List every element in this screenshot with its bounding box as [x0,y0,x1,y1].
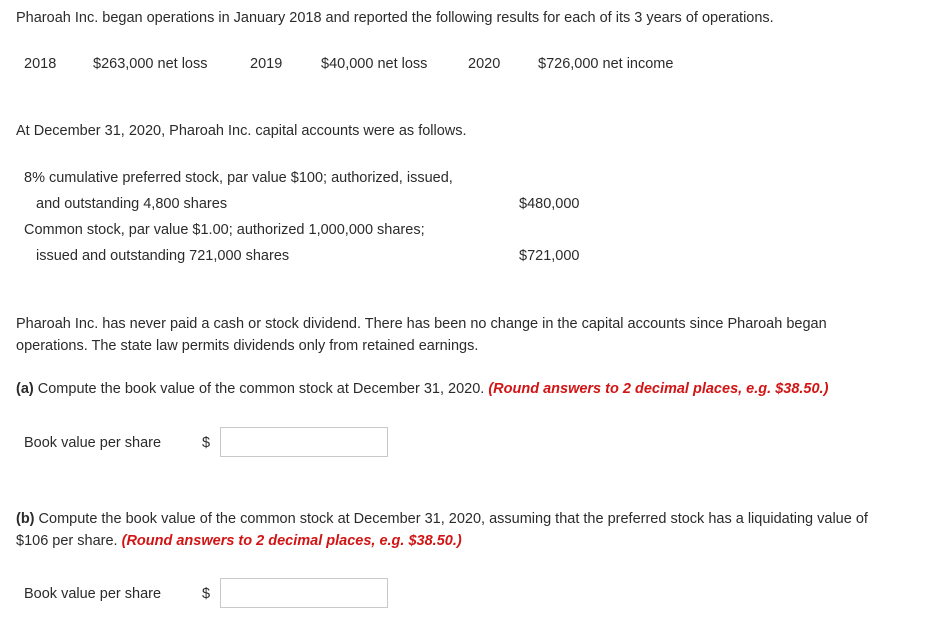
part-b-text-line1: Compute the book value of the common stock at December 31, 2020, assuming that the preferred stock has a liquidating value of [34,511,868,527]
part-a-label: (a) [16,381,34,397]
part-b-instruction: (Round answers to 2 decimal places, e.g. $38.50.) [121,533,462,549]
intro-text: Pharoah Inc. began operations in January 2018 and reported the following results for each of its 3 years of operations. [16,10,774,26]
part-a-currency: $ [202,435,211,451]
result-year-2019: 2019 [250,56,283,72]
part-a-field-label: Book value per share [24,435,162,451]
preferred-line1: 8% cumulative preferred stock, par value $100; authorized, issued, [24,170,453,186]
result-year-2020: 2020 [468,56,501,72]
common-line2: issued and outstanding 721,000 shares [36,248,290,264]
note-line2: operations. The state law permits dividends only from retained earnings. [16,338,479,354]
part-b-label: (b) [16,511,35,527]
result-year-2018: 2018 [24,56,57,72]
common-amount: $721,000 [519,248,580,264]
part-b-question-line2 [16,532,462,550]
part-b-text-line2: $106 per share. [16,533,122,549]
part-b-currency: $ [202,586,211,602]
result-value-2018: $263,000 net loss [93,56,208,72]
part-a-text: Compute the book value of the common stock at December 31, 2020. [33,381,489,397]
part-b-book-value-input[interactable] [220,578,388,608]
part-a-book-value-input[interactable] [220,427,388,457]
common-line1: Common stock, par value $1.00; authorized 1,000,000 shares; [24,222,425,238]
preferred-line2: and outstanding 4,800 shares [36,196,228,212]
part-b-field-label: Book value per share [24,586,162,602]
note-line1: Pharoah Inc. has never paid a cash or stock dividend. There has been no change in the capital accounts since Pharoah began [16,316,827,332]
preferred-amount: $480,000 [519,196,580,212]
result-value-2020: $726,000 net income [538,56,674,72]
part-b-question-line1 [16,510,868,528]
capital-intro: At December 31, 2020, Pharoah Inc. capital accounts were as follows. [16,123,467,139]
part-a-question [16,380,828,398]
part-a-instruction: (Round answers to 2 decimal places, e.g. $38.50.) [488,381,829,397]
result-value-2019: $40,000 net loss [321,56,428,72]
